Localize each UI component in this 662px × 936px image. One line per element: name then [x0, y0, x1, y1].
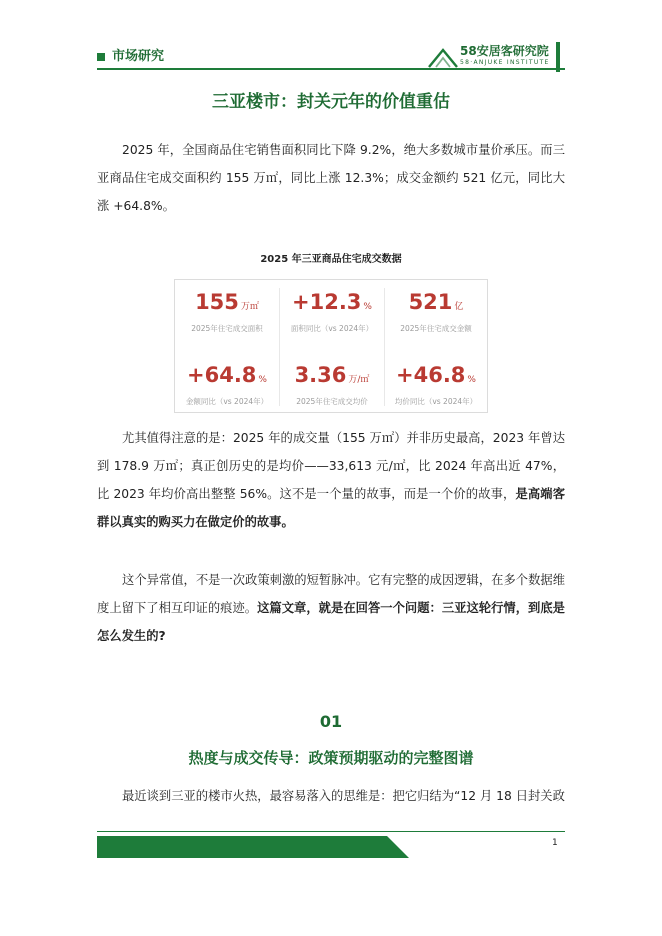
stat-value: +12.3 — [292, 290, 362, 314]
stat-caption: 2025年住宅成交面积 — [191, 324, 263, 333]
article-title: 三亚楼市：封关元年的价值重估 — [212, 92, 450, 112]
section-number: 01 — [319, 712, 343, 731]
stat-caption: 2025年住宅成交金额 — [400, 324, 472, 333]
stat-value: +64.8 — [187, 363, 257, 387]
footer-band — [97, 836, 565, 858]
logo-name: 58安居客研究院 — [460, 44, 549, 58]
stat-value: +46.8 — [396, 363, 466, 387]
stat-unit: 亿 — [454, 302, 464, 312]
page-footer — [0, 826, 662, 866]
stat-caption: 面积同比（vs 2024年） — [290, 324, 374, 333]
stat-price-yoy — [384, 362, 488, 408]
stat-amount-yoy — [175, 362, 279, 408]
section-label: 市场研究 — [112, 49, 165, 64]
section-paragraph — [97, 782, 565, 810]
section-text: 最近谈到三亚的楼市火热，最容易落入的思维是：把它归结为“12 月 18 日封关政 — [122, 789, 565, 803]
stat-unit: % — [258, 375, 267, 385]
stat-unit: 万/㎡ — [348, 375, 370, 385]
page-header — [0, 0, 662, 76]
stats-card — [174, 279, 488, 413]
stat-value: 521 — [408, 290, 453, 314]
analysis-text: 尤其值得注意的是：2025 年的成交量（155 万㎡）并非历史最高，2023 年曾达到 178.9 万㎡；真正创历史的是均价——33,613 元/㎡，比 2024 年高出近 47%，比 2023 年均价高出整整 56%。这不是一个量的故事，而是一个价的故事， — [97, 431, 565, 501]
house-logo-icon — [428, 46, 458, 68]
stat-caption: 2025年住宅成交均价 — [296, 397, 368, 406]
stat-unit: 万㎡ — [240, 302, 259, 312]
stat-unit: % — [363, 302, 372, 312]
header-divider — [97, 68, 565, 70]
section-title: 热度与成交传导：政策预期驱动的完整图谱 — [188, 749, 474, 767]
stat-avg-price — [280, 362, 384, 408]
footer-line — [97, 831, 565, 832]
stat-unit: % — [467, 375, 476, 385]
question-paragraph — [97, 566, 565, 650]
analysis-paragraph — [97, 424, 565, 536]
stat-area — [175, 289, 279, 335]
stat-value: 3.36 — [294, 363, 347, 387]
stat-area-yoy — [280, 289, 384, 335]
section-marker — [97, 53, 105, 61]
stats-title: 2025 年三亚商品住宅成交数据 — [260, 254, 402, 265]
question-emphasis: 这篇文章，就是在回答一个问题：三亚这轮行情，到底是怎么发生的? — [97, 601, 565, 643]
stat-caption: 金额同比（vs 2024年） — [185, 397, 269, 406]
analysis-emphasis: 是高端客群以真实的购买力在做定价的故事。 — [97, 487, 565, 529]
stat-caption: 均价同比（vs 2024年） — [394, 397, 478, 406]
logo-subtitle: 58·ANJUKE INSTITUTE — [460, 59, 550, 66]
question-text: 这个异常值，不是一次政策刺激的短暂脉冲。它有完整的成因逻辑，在多个数据维度上留下了相互印证的痕迹。 — [97, 573, 565, 615]
stat-value: 155 — [195, 290, 239, 314]
intro-paragraph — [97, 136, 565, 220]
page-number: 1 — [552, 838, 558, 848]
intro-text: 2025 年，全国商品住宅销售面积同比下降 9.2%，绝大多数城市量价承压。而三亚商品住宅成交面积约 155 万㎡，同比上涨 12.3%；成交金额约 521 亿元，同比大涨 +64.8%。 — [97, 143, 565, 213]
stat-amount — [384, 289, 488, 335]
